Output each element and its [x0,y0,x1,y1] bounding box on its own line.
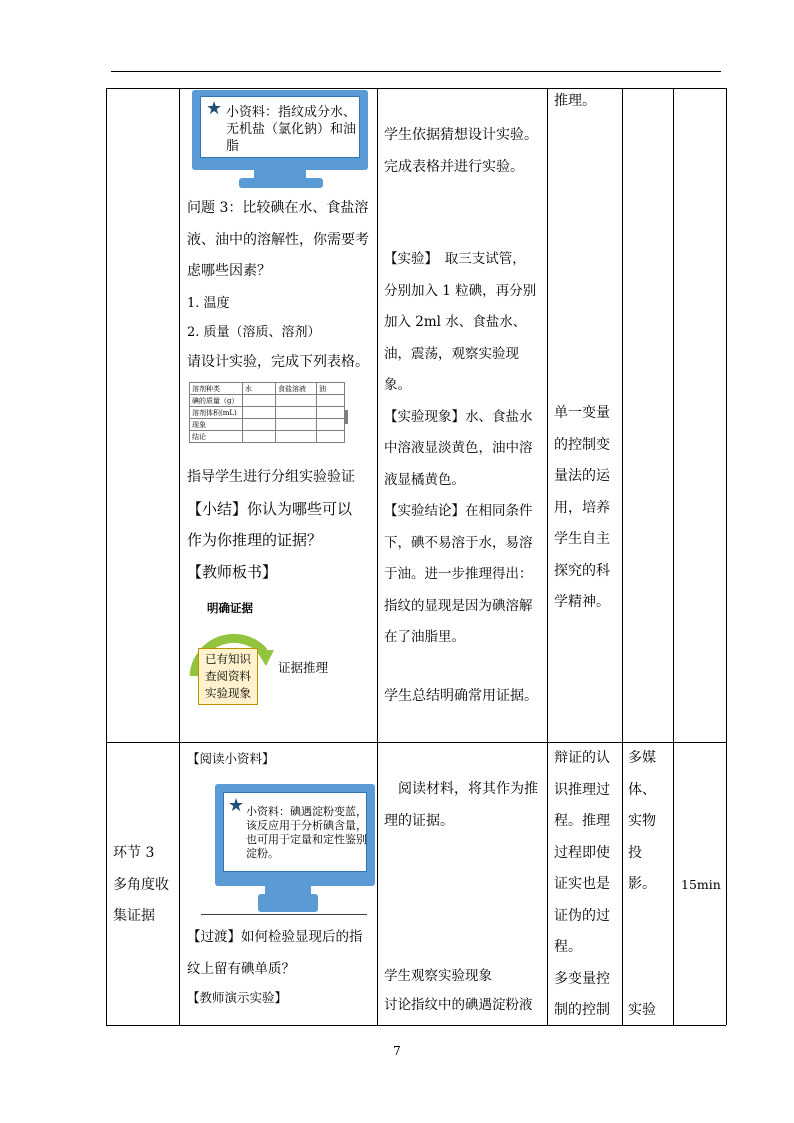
reading-activity: 阅读材料，将其作为推 理的证据。 [384,781,538,829]
solubility-table: 溶剂种类 水 食盐溶液 油 碘的质量（g） 溶剂体积(mL) 现象 结论 [189,382,345,443]
table-resize-handle [344,410,348,424]
stage-label: 环节 3 多角度收 集证据 [113,845,169,924]
divider-line [201,914,367,915]
col-border [547,88,548,1025]
student-activity-a: 学生依据猜想设计实验。 完成表格并进行实验。 [384,127,538,175]
col-border [377,88,378,1025]
teacher-demo-heading: 【教师演示实验】 [187,990,288,1005]
diagram-evidence-box: 已有知识 查阅资料 实验现象 [198,648,258,705]
header-rule [111,71,721,72]
summary-text: 指导学生进行分组实验验证 【小结】你认为哪些可以 作为你推理的证据？ 【教师板书】 [187,469,355,581]
fingerprint-info-text: 小资料：指纹成分水、无机盐（氯化钠）和油脂 [226,105,357,154]
star-icon: ★ [228,795,245,816]
experiment-text: 【实验】 取三支试管， 分别加入 1 粒碘，再分别 加入 2ml 水、食盐水、 油，震荡，观察实验现 象。 【实验现象】水、食盐水 中溶液显淡黄色，油中溶 液显橘黄色。 【实验结论】在相同条件 下，碘不易溶于水，易溶 于油。进一步推理得出： 指纹的显现是因为碘溶解 在了油脂里。 [384,251,537,645]
student-summary: 学生总结明确常用证据。 [384,688,538,704]
transition-text: 【过渡】如何检验显现后的指 纹上留有碘单质？ [187,929,363,977]
monitor-base [258,894,318,912]
col-border [726,88,727,1025]
monitor-base [239,178,323,188]
col-border [622,88,623,1025]
time-allocation: 15min [681,877,721,892]
starch-info-text: 小资料：碘遇淀粉变蓝，该反应用于分析碘含量，也可用于定量和定性鉴别淀粉。 [246,805,367,860]
design-intent-top: 推理。 [554,93,596,109]
media-bottom: 实验 [628,1002,656,1018]
design-intent: 单一变量 的控制变 量法的运 用，培养 学生自主 探究的科 学精神。 [554,405,610,610]
diagram-top-label: 明确证据 [207,601,253,615]
col-border [106,88,107,1025]
question-3-text: 问题 3：比较碘在水、食盐溶 液、油中的溶解性，你需要考 虑哪些因素？ 1. 温度 2. 质量（溶质、溶剂） 请设计实验，完成下列表格。 [187,200,369,370]
design-intent-2: 辩证的认 识推理过 程。推理 过程即使 证实也是 证伪的过 程。 多变量控 制的控制 [554,750,610,1018]
diagram-right-label: 证据推理 [278,660,329,675]
reading-heading: 【阅读小资料】 [187,751,275,766]
star-icon: ★ [206,98,223,119]
col-border [179,88,180,1025]
page-number: 7 [393,1044,401,1058]
table-top-border [106,88,726,89]
col-border [673,88,674,1025]
observation-activity: 学生观察实验现象 讨论指纹中的碘遇淀粉液 [384,968,533,1013]
media-list: 多媒 体、 实物 投 影。 [628,750,656,892]
